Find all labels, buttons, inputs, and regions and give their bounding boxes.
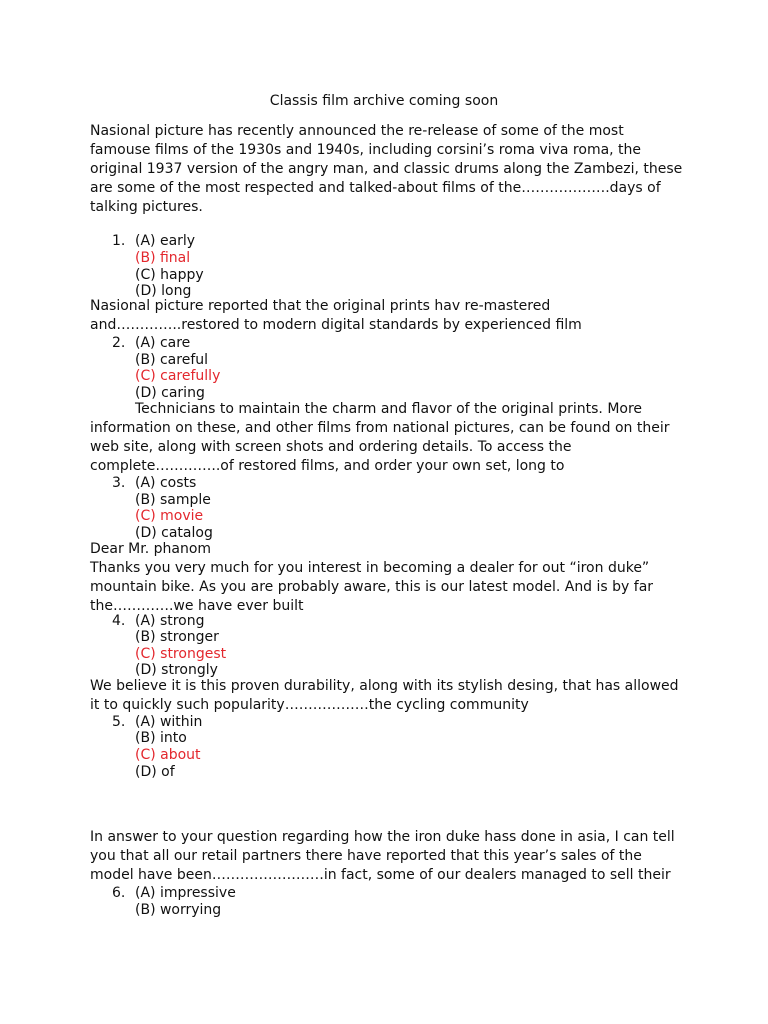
option-a: (A) within [135,714,203,730]
text-line: the………….we have ever built [90,598,304,614]
option-c-answer: (C) strongest [135,646,227,662]
question-number: 6. [112,885,126,901]
text-line: model have been……………………in fact, some of our dealers managed to sell their [90,867,671,883]
text-line: mountain bike. As you are probably aware, this is our latest model. And is by far [90,579,654,595]
text-line: Nasional picture reported that the original prints hav re-mastered [90,298,551,314]
option-b: (B) careful [135,352,209,368]
letter-paragraph [90,540,690,616]
option-b: (B) into [135,730,187,746]
question-number: 3. [112,475,126,491]
page-title: Classis film archive coming soon [269,93,499,109]
paragraph-5 [90,677,690,715]
option-c: (C) happy [135,267,204,283]
text-line: you that all our retail partners there have reported that this year’s sales of the [90,848,642,864]
option-a: (A) care [135,335,191,351]
option-a: (A) costs [135,475,197,491]
letter-salutation: Dear Mr. phanom [90,541,212,557]
question-number: 5. [112,714,126,730]
option-a: (A) impressive [135,885,236,901]
option-d: (D) of [135,764,175,780]
text-line: information on these, and other films from national pictures, can be found on their [90,420,670,436]
paragraph-6 [90,828,690,885]
question-number: 4. [112,613,126,629]
text-line: and…………..restored to modern digital standards by experienced film [90,317,582,333]
paragraph-2 [90,297,690,335]
option-d: (D) caring [135,385,205,401]
question-2 [112,334,632,352]
text-line: Nasional picture has recently announced the re-release of some of the most [90,123,624,139]
option-d: (D) long [135,283,192,299]
option-d: (D) catalog [135,525,213,541]
text-line: In answer to your question regarding how the iron duke hass done in asia, I can tell [90,829,675,845]
option-c-answer: (C) carefully [135,368,221,384]
text-line: original 1937 version of the angry man, and classic drums along the Zambezi, these [90,161,683,177]
intro-paragraph [90,122,690,217]
paragraph-3 [90,419,690,476]
option-b: (B) stronger [135,629,219,645]
text-line: famouse films of the 1930s and 1940s, including corsini’s roma viva roma, the [90,142,642,158]
option-c-answer: (C) movie [135,508,204,524]
paragraph-3-first-line: Technicians to maintain the charm and flavor of the original prints. More [135,401,643,417]
option-c-answer: (C) about [135,747,201,763]
text-line: web site, along with screen shots and ordering details. To access the [90,439,572,455]
text-line: We believe it is this proven durability, along with its stylish desing, that has allowed [90,678,679,694]
option-b: (B) worrying [135,902,222,918]
text-line: it to quickly such popularity………………the cycling community [90,697,529,713]
text-line: talking pictures. [90,199,203,215]
option-a: (A) strong [135,613,205,629]
text-line: Thanks you very much for you interest in becoming a dealer for out “iron duke” [90,560,650,576]
question-number: 1. [112,233,126,249]
option-b-answer: (B) final [135,250,191,266]
option-b: (B) sample [135,492,211,508]
option-a: (A) early [135,233,196,249]
question-3 [112,474,632,492]
question-number: 2. [112,335,126,351]
option-d: (D) strongly [135,662,218,678]
text-line: complete…………..of restored films, and order your own set, long to [90,458,565,474]
question-1 [112,232,632,250]
question-6 [112,884,632,902]
text-line: are some of the most respected and talked-about films of the……………….days of [90,180,661,196]
